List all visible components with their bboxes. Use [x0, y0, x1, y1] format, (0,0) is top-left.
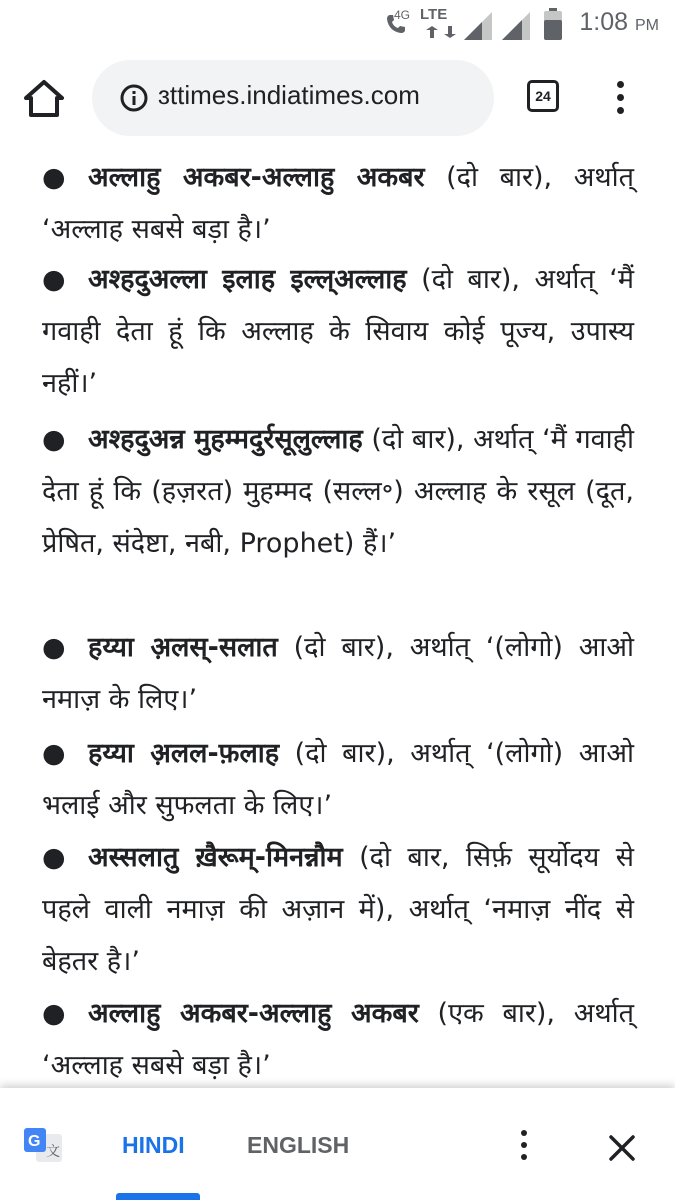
- close-icon[interactable]: [606, 1132, 638, 1164]
- list-item: [42, 152, 634, 256]
- azaan-meaning: (दो बार), अर्थात् ‘(लोगो) आओ नमाज़ के लिए।’: [42, 632, 634, 715]
- bullet: ●: [42, 424, 66, 455]
- azaan-meaning: (दो बार), अर्थात् ‘मैं गवाही देता हूं कि (हज़रत) मुहम्मद (सल्ल॰) अल्लाह के रसूल (दूत, प्रेषित, संदेष्टा, नबी, Prophet) हैं।’: [42, 424, 634, 559]
- azaan-phrase: अल्लाहु अकबर-अल्लाहु अकबर: [88, 162, 425, 193]
- azaan-meaning: (दो बार), अर्थात् ‘अल्लाह सबसे बड़ा है।’: [42, 162, 634, 245]
- url-bar[interactable]: [92, 60, 494, 136]
- active-tab-indicator: [116, 1193, 200, 1200]
- bullet: ●: [42, 842, 66, 873]
- azaan-meaning: (दो बार, सिर्फ़ सूर्योदय से पहले वाली नमाज़ की अज़ान में), अर्थात् ‘नमाज़ नींद से बेहतर है।’: [42, 842, 634, 977]
- more-vert-icon[interactable]: [515, 1128, 533, 1168]
- azaan-phrase: अश्हदुअल्ला इलाह इल्ल्अल्लाह: [88, 264, 407, 295]
- bullet: ●: [42, 632, 66, 663]
- azaan-meaning: (एक बार), अर्थात् ‘अल्लाह सबसे बड़ा है।’: [42, 998, 634, 1080]
- list-item: [42, 728, 634, 832]
- list-item: [42, 988, 634, 1080]
- google-translate-icon: [24, 1128, 62, 1162]
- battery-icon: [544, 8, 562, 40]
- url-text[interactable]: ɜttimes.indiatimes.com: [158, 80, 420, 110]
- list-item: [42, 832, 634, 988]
- azaan-phrase: अल्लाहु अकबर-अल्लाहु अकबर: [88, 998, 419, 1029]
- translate-bar: [0, 1088, 675, 1200]
- azaan-phrase: हय्या अ़लस्-सलात: [88, 632, 278, 663]
- tab-switcher-button[interactable]: 24: [527, 80, 559, 112]
- clock-ampm: PM: [635, 17, 659, 34]
- bullet: ●: [42, 738, 66, 769]
- lte-arrows-icon: [424, 26, 458, 38]
- clock-time: 1:08: [579, 8, 629, 36]
- browser-toolbar: [0, 46, 675, 150]
- more-vert-icon[interactable]: [608, 78, 632, 118]
- article-content: [0, 150, 675, 1080]
- svg-text:文: 文: [46, 1144, 60, 1160]
- network-type-label: 4G: [394, 8, 411, 22]
- tab-english[interactable]: ENGLISH: [247, 1132, 350, 1158]
- bullet: ●: [42, 998, 66, 1029]
- clock: [579, 8, 659, 37]
- signal-icon: [464, 12, 492, 40]
- list-item: [42, 414, 634, 570]
- bullet: ●: [42, 264, 66, 295]
- signal-icon: [502, 12, 530, 40]
- azaan-meaning: (दो बार), अर्थात् ‘मैं गवाही देता हूं कि अल्लाह के सिवाय कोई पूज्य, उपास्य नहीं।’: [42, 264, 634, 399]
- azaan-phrase: अश्हदुअन्न मुहम्मदुर्रसूलुल्लाह: [88, 424, 363, 455]
- bullet: ●: [42, 162, 66, 193]
- home-icon[interactable]: [22, 76, 66, 120]
- list-item: [42, 254, 634, 410]
- tab-hindi[interactable]: HINDI: [122, 1132, 185, 1158]
- svg-text:G: G: [28, 1133, 41, 1150]
- azaan-phrase: हय्या अ़लल-फ़लाह: [88, 738, 280, 769]
- status-bar: [0, 0, 675, 46]
- lte-label: LTE: [420, 6, 448, 23]
- list-item: [42, 622, 634, 726]
- azaan-phrase: अस्सलातु ख़ैरूम्-मिनन्नौम: [88, 842, 343, 873]
- info-icon[interactable]: [120, 84, 148, 112]
- azaan-meaning: (दो बार), अर्थात् ‘(लोगो) आओ भलाई और सुफलता के लिए।’: [42, 738, 634, 821]
